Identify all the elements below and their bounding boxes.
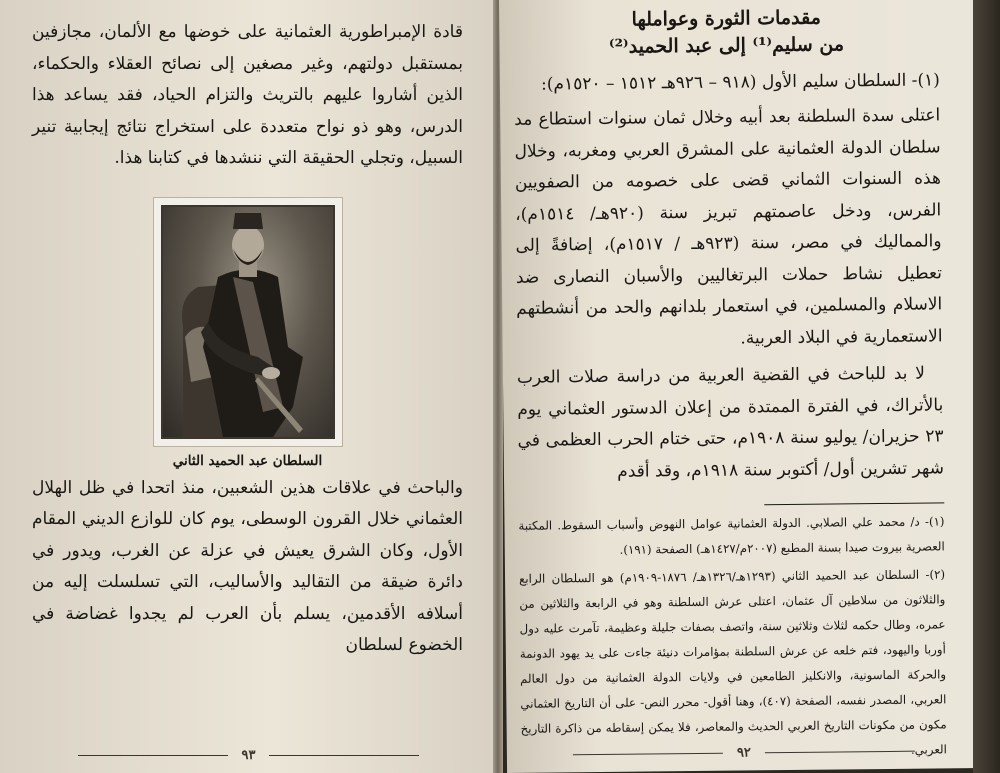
right-paragraph-2: لا بد للباحث في القضية العربية من دراسة صلات العرب بالأتراك، في الفترة الممتدة من إعلان الدستور العثماني يوم ٢٣ حزيران/ يوليو سنة ١٩٠٨م، حتى ختام الحرب العظمى في شهر تشرين أول/ أكتوبر سنة ١٩١٨م، وقد أقدم	[516, 363, 945, 482]
portrait-illustration	[163, 207, 333, 437]
right-paragraph-1: اعتلى سدة السلطنة بعد أبيه وخلال ثمان سنوات استطاع مد سلطان الدولة العثمانية على المشرق العربي ومغربه، وخلال هذه السنوات الثماني قضى على خصومه من الصفويين الفرس، ودخل عاصمتهم تبريز سنة (٩٢٠هـ/ ١٥١٤م)، والمماليك في مصر، سنة (٩٢٣هـ / ١٥١٧م)، إضافةً إلى تعطيل نشاط حملات البرتغاليين والأسبان النصارى ضد الاسلام والمسلمين، في استعمار بلدانهم والحد من أنشطتهم الاستعمارية في البلاد العربية.	[514, 105, 943, 348]
left-paragraph-top: قادة الإمبراطورية العثمانية على خوضها مع الألمان، مجازفين بمستقبل دولتهم، وغير مصغين إلى نصائح العقلاء والحكماء، الذين أشاروا عليهم بالتريث والتزام الحياد، فقد يساعد هذا الدرس، وهو ذو نواح متعددة على استخراج نتائج إيجابية تنير السبيل، وتجلي الحقيقة التي ننشدها في كتابنا هذا.	[32, 22, 463, 168]
right-page	[499, 0, 981, 773]
page-number-ornament-left	[0, 748, 497, 763]
page-number-left: ٩٣	[241, 748, 256, 763]
left-page	[0, 0, 497, 773]
footnote-rule	[764, 502, 944, 505]
footnote-2: (٢)- السلطان عبد الحميد الثاني (١٢٩٣هـ/١٣٢٦هـ/ ١٨٧٦-١٩٠٩م) هو السلطان الرابع والثلاثون من سلاطين آل عثمان، اعتلى عرش السلطنة وهو في الرابعة والثلاثين من عمره، وطال حكمه لثلاث وثلاثين سنة، واتصف بصفات جليلة وعظيمة، تآمرت عليه دول أوربا واليهود، فتم خلعه عن عرش السلطنة بمؤامرات دنيئة جاءت على يد يهود الدونمة والحركة الماسونية، والانكليز الطامعين في ولايات الدولة العثمانية من دول العالم العربي، المصدر نفسه، الصفحة (٤٠٧)، وهنا أقول- محرر النص- على أن التاريخ العثماني مكون من مكونات التاريخ العربي الحديث والمعاصر، فلا يمكن إسقاطه من ذاكرة التاريخ العربي.	[518, 567, 947, 757]
page-number-right: ٩٢	[736, 745, 751, 761]
ornament-rule	[78, 755, 228, 756]
portrait-frame	[153, 197, 343, 447]
ornament-rule	[269, 755, 419, 756]
section-title: (١)- السلطان سليم الأول (٩١٨ – ٩٢٦هـ ١٥١٢ – ١٥٢٠م):	[541, 70, 940, 95]
ornament-rule	[765, 751, 915, 754]
left-paragraph-bottom: والباحث في علاقات هذين الشعبين، منذ اتحدا في ظل الهلال العثماني خلال القرون الوسطى، يوم كان للوازع الديني المقام الأول، وكان الشرق يعيش في عزلة عن الغرب، ويدور في دائرة ضيقة من التقاليد والأساليب، التي تسلسلت إليه من أسلافه الأقدمين، يسلم بأن العرب لم يجدوا غضاضة في الخضوع لسلطان	[32, 477, 463, 655]
chapter-heading-line2: من سليم⁽¹⁾ إلى عبد الحميد⁽²⁾	[608, 33, 845, 58]
ornament-rule	[573, 753, 723, 756]
portrait-caption: السلطان عبد الحميد الثاني	[172, 452, 323, 469]
footnote-1: (١)- د/ محمد علي الصلابي. الدولة العثمانية عوامل النهوض وأسباب السقوط. المكتبة العصرية بيروت صيدا بسنة المطبع (٢٠٠٧م/١٤٢٧هـ) الصفحة (١٩١).	[518, 514, 945, 557]
chapter-heading-line1: مقدمات الثورة وعواملها	[631, 6, 821, 31]
sultan-portrait-image	[161, 205, 335, 439]
background-edge	[973, 0, 1000, 773]
